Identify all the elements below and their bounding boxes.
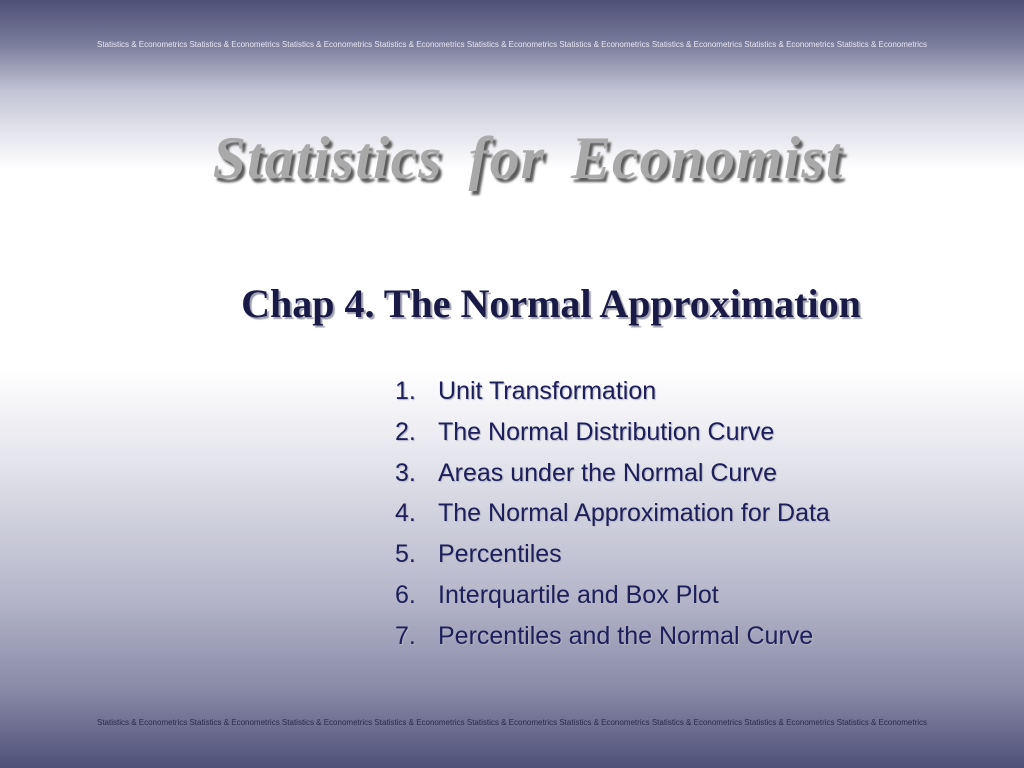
- topic-item-6: [395, 575, 830, 616]
- topic-item-1: [395, 371, 830, 412]
- topic-item-2: [395, 412, 830, 453]
- bottom-banner-text: Statistics & Econometrics Statistics & Econometrics Statistics & Econometrics Statistics & Econometrics Statistics & Econometrics Statistics & Econometrics Statistics & Econometrics Statistics & Econometrics Statistics & Econometrics: [96, 718, 928, 727]
- chapter-subtitle: Chap 4. The Normal Approximation: [241, 281, 861, 326]
- topic-number: 7.: [395, 621, 416, 650]
- topic-number: 1.: [395, 377, 416, 405]
- topic-number: 4.: [395, 499, 416, 528]
- top-banner-text: Statistics & Econometrics Statistics & Econometrics Statistics & Econometrics Statistics & Econometrics Statistics & Econometrics Statistics & Econometrics Statistics & Econometrics Statistics & Econometrics Statistics & Econometrics: [96, 40, 928, 49]
- topic-number: 3.: [395, 458, 416, 487]
- topic-label: The Normal Distribution Curve: [438, 417, 775, 446]
- topic-item-5: [395, 534, 830, 575]
- topic-label: Percentiles: [438, 540, 562, 569]
- topic-item-7: [395, 616, 830, 657]
- slide-title: Statistics for Economist: [212, 125, 844, 191]
- topic-item-3: [395, 453, 830, 494]
- topic-number: 6.: [395, 580, 416, 609]
- topic-label: The Normal Approximation for Data: [438, 499, 830, 528]
- topic-list: [395, 371, 830, 657]
- topic-number: 2.: [395, 417, 416, 446]
- topic-label: Percentiles and the Normal Curve: [438, 621, 814, 650]
- topic-label: Areas under the Normal Curve: [438, 458, 778, 487]
- topic-item-4: [395, 493, 830, 534]
- topic-number: 5.: [395, 540, 416, 569]
- topic-label: Interquartile and Box Plot: [438, 580, 719, 609]
- topic-label: Unit Transformation: [438, 377, 657, 405]
